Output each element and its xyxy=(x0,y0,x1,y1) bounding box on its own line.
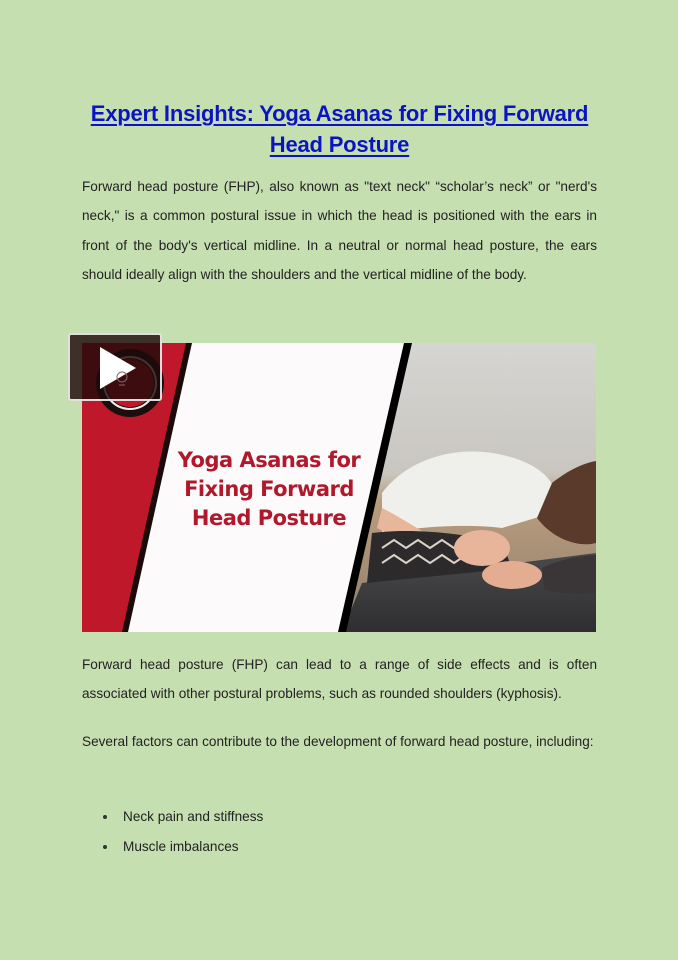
bullet-icon xyxy=(103,845,107,849)
play-button[interactable] xyxy=(68,333,162,401)
list-item-text: Neck pain and stiffness xyxy=(123,809,264,824)
list-item xyxy=(100,832,263,862)
page-title-link[interactable]: Expert Insights: Yoga Asanas for Fixing Forward Head Posture xyxy=(90,101,589,157)
factors-paragraph: Several factors can contribute to the development of forward head posture, including: xyxy=(82,734,594,749)
list-item-text: Muscle imbalances xyxy=(123,839,239,854)
play-icon xyxy=(70,335,160,399)
thumbnail-title: Yoga Asanas for Fixing Forward Head Posture xyxy=(177,448,361,530)
intro-paragraph: Forward head posture (FHP), also known as "text neck" “scholar’s neck” or "nerd's neck," is a common postural issue in which the head is positioned with the ears in front of the body's vertical midline. In a neutral or normal head posture, the ears should ideally align with the shoulders and the vertical midline of the body. xyxy=(82,179,597,282)
side-effects-paragraph: Forward head posture (FHP) can lead to a range of side effects and is often associated with other postural problems, such as rounded shoulders (kyphosis). xyxy=(82,657,597,702)
factors-list xyxy=(100,802,263,862)
list-item xyxy=(100,802,263,832)
bullet-icon xyxy=(103,815,107,819)
